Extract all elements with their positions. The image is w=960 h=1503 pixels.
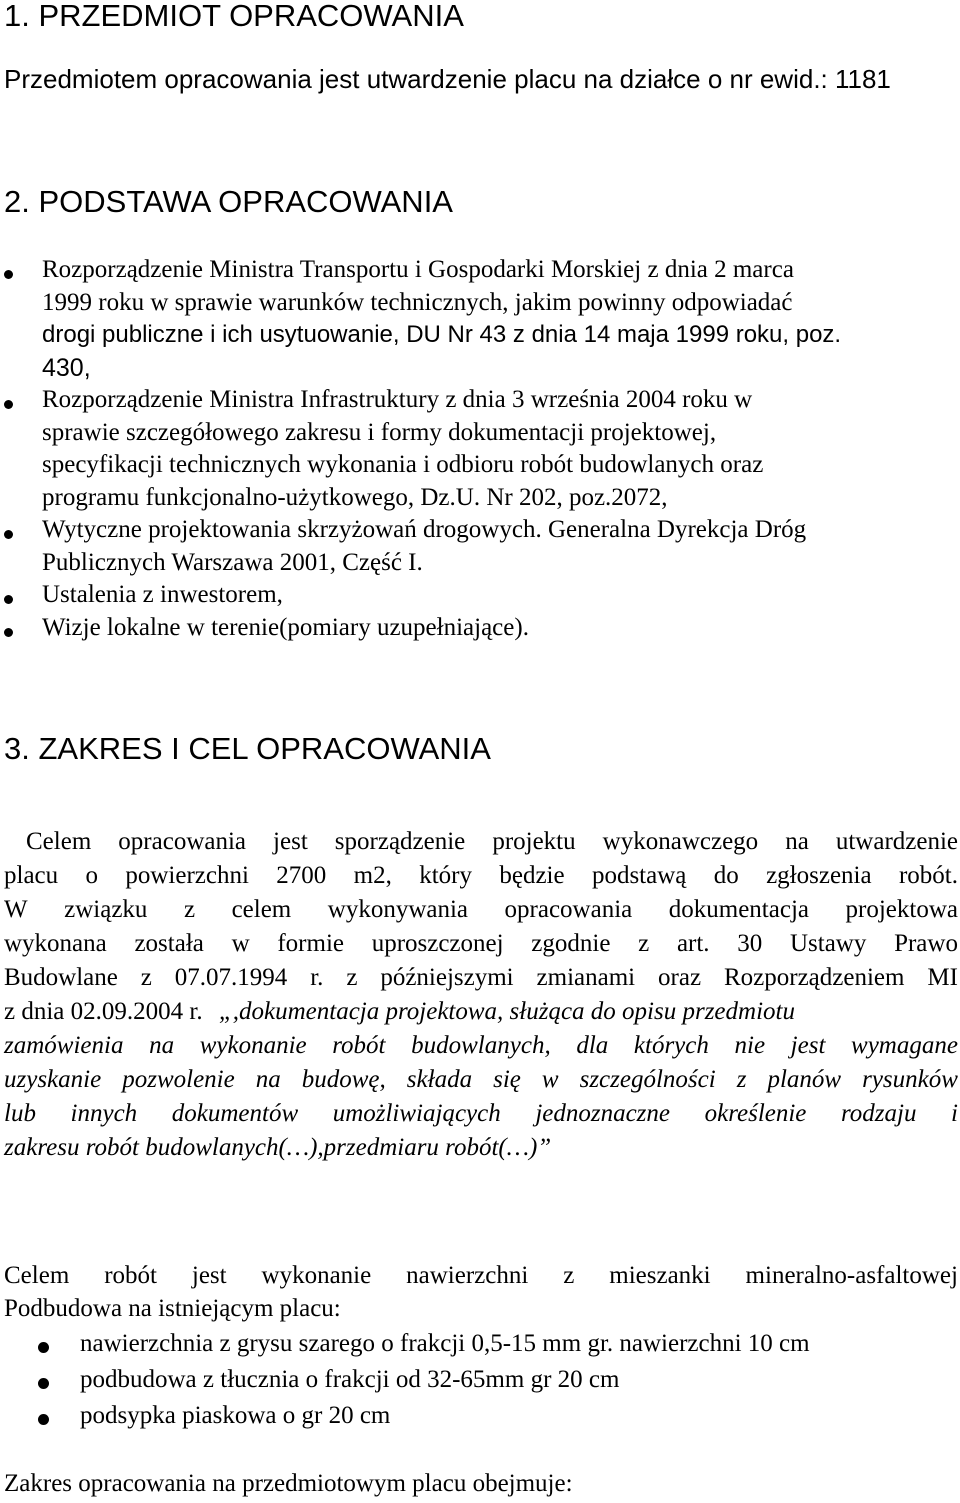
base-heading: Podbudowa na istniejącym placu: — [4, 1295, 341, 1322]
bullet-icon — [4, 270, 13, 279]
section-1-text: Przedmiotem opracowania jest utwardzenie placu na działce o nr ewid.: 1181 — [4, 64, 891, 94]
section-3-heading: 3. ZAKRES I CEL OPRACOWANIA — [4, 731, 491, 766]
layer-item-text: podbudowa z tłucznia o frakcji od 32-65mm gr 20 cm — [80, 1366, 620, 1393]
quote-line: uzyskanie pozwolenie na budowę, składa się w szczególności z planów rysunków — [4, 1066, 958, 1093]
paragraph-mixed-lead: z dnia 02.09.2004 r. — [4, 998, 203, 1025]
paragraph-line: placu o powierzchni 2700 m2, który będzie podstawą do zgłoszenia robót. — [4, 862, 958, 889]
basis-list-item-line: Rozporządzenie Ministra Infrastruktury z dnia 3 września 2004 roku w — [42, 386, 753, 413]
bullet-icon — [38, 1378, 49, 1389]
paragraph-mixed-line — [4, 998, 958, 1026]
basis-list-item-line: 430, — [42, 353, 91, 382]
basis-list-item-line: 1999 roku w sprawie warunków technicznych, jakim powinny odpowiadać — [42, 288, 793, 316]
basis-list-item-line: programu funkcjonalno-użytkowego, Dz.U. Nr 202, poz.2072, — [42, 483, 668, 511]
basis-list-item-line: Wizje lokalne w terenie(pomiary uzupełniające). — [42, 613, 529, 641]
section-1-heading: 1. PRZEDMIOT OPRACOWANIA — [4, 0, 464, 33]
paragraph-line: W związku z celem wykonywania opracowania dokumentacja projektowa — [4, 896, 958, 923]
basis-list-item-line: sprawie szczegółowego zakresu i formy dokumentacji projektowej, — [42, 418, 717, 446]
paragraph-line: wykonana została w formie uproszczonej zgodnie z art. 30 Ustawy Prawo — [4, 930, 958, 957]
basis-list-item-line: specyfikacji technicznych wykonania i odbioru robót budowlanych oraz — [42, 451, 764, 478]
basis-list-item-line: Publicznych Warszawa 2001, Część I. — [42, 548, 423, 576]
bullet-icon — [4, 530, 13, 539]
quote-last-line: zakresu robót budowlanych(…),przedmiaru robót(…)” — [4, 1134, 552, 1161]
layer-item-text: podsypka piaskowa o gr 20 cm — [80, 1402, 391, 1429]
goal-line: Celem robót jest wykonanie nawierzchni z mieszanki mineralno-asfaltowej — [4, 1262, 958, 1289]
bullet-icon — [38, 1342, 49, 1353]
paragraph-line: Celem opracowania jest sporządzenie projektu wykonawczego na utwardzenie — [26, 828, 958, 855]
bullet-icon — [4, 400, 13, 409]
quote-line: lub innych dokumentów umożliwiających jednoznaczne określenie rodzaju i — [4, 1100, 958, 1127]
basis-list-item-line: drogi publiczne i ich usytuowanie, DU Nr 43 z dnia 14 maja 1999 roku, poz. — [42, 321, 842, 348]
quote-start: „,dokumentacja projektowa, służąca do opisu przedmiotu — [218, 998, 795, 1025]
quote-line: zamówienia na wykonanie robót budowlanych, dla których nie jest wymagane — [4, 1032, 958, 1059]
bullet-icon — [38, 1414, 49, 1425]
paragraph-line: Budowlane z 07.07.1994 r. z późniejszymi zmianami oraz Rozporządzeniem MI — [4, 964, 958, 991]
basis-list-item-line: Ustalenia z inwestorem, — [42, 581, 283, 608]
section-2-heading: 2. PODSTAWA OPRACOWANIA — [4, 184, 453, 219]
bullet-icon — [4, 595, 13, 604]
bullet-icon — [4, 628, 13, 637]
scope-line: Zakres opracowania na przedmiotowym placu obejmuje: — [4, 1470, 573, 1497]
basis-list-item-line: Rozporządzenie Ministra Transportu i Gospodarki Morskiej z dnia 2 marca — [42, 256, 794, 283]
basis-list-item-line: Wytyczne projektowania skrzyżowań drogowych. Generalna Dyrekcja Dróg — [42, 516, 807, 543]
layer-item-text: nawierzchnia z grysu szarego o frakcji 0,5-15 mm gr. nawierzchni 10 cm — [80, 1330, 810, 1357]
